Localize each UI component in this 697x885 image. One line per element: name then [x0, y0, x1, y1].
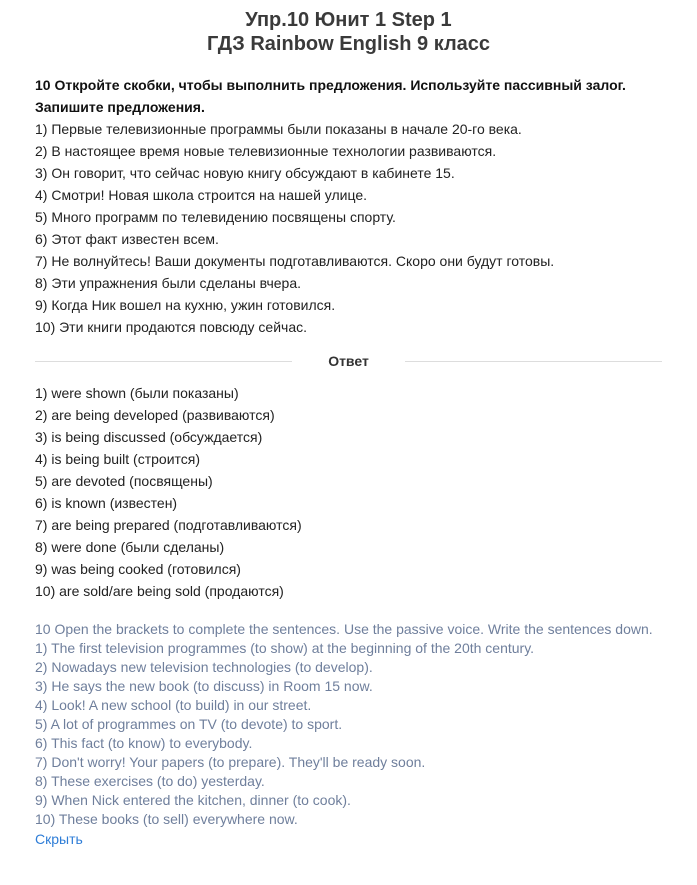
original-task-item: 8) These exercises (to do) yesterday.	[35, 773, 265, 789]
answer-item: 8) were done (были сделаны)	[35, 539, 225, 555]
task-item: 10) Эти книги продаются повсюду сейчас.	[35, 319, 307, 335]
answer-item: 7) are being prepared (подготавливаются)	[35, 517, 302, 533]
task-heading: 10 Откройте скобки, чтобы выполнить предложения. Используйте пассивный залог. Запишите предложения.	[35, 77, 626, 115]
answer-item: 10) are sold/are being sold (продаются)	[35, 583, 284, 599]
page-title	[35, 0, 662, 56]
task-item: 3) Он говорит, что сейчас новую книгу обсуждают в кабинете 15.	[35, 165, 455, 181]
answer-list	[35, 382, 662, 602]
task-item: 1) Первые телевизионные программы были показаны в начале 20-го века.	[35, 121, 522, 137]
original-task-heading: 10 Open the brackets to complete the sentences. Use the passive voice. Write the sentences down.	[35, 621, 653, 637]
task-item: 4) Смотри! Новая школа строится на нашей улице.	[35, 187, 368, 203]
task-item: 6) Этот факт известен всем.	[35, 231, 219, 247]
task-section	[35, 74, 662, 338]
original-task-item: 4) Look! A new school (to build) in our street.	[35, 697, 312, 713]
task-item: 5) Много программ по телевидению посвящены спорту.	[35, 209, 396, 225]
answer-item: 1) were shown (были показаны)	[35, 385, 239, 401]
task-item: 9) Когда Ник вошел на кухню, ужин готовился.	[35, 297, 336, 313]
hide-original-link[interactable]: Скрыть	[35, 831, 83, 847]
task-item: 8) Эти упражнения были сделаны вчера.	[35, 275, 302, 291]
task-item: 2) В настоящее время новые телевизионные технологии развиваются.	[35, 143, 497, 159]
answer-item: 3) is being discussed (обсуждается)	[35, 429, 263, 445]
original-task-item: 3) He says the new book (to discuss) in Room 15 now.	[35, 678, 373, 694]
task-list	[35, 118, 662, 338]
answer-item: 6) is known (известен)	[35, 495, 178, 511]
original-task-item: 7) Don't worry! Your papers (to prepare). They'll be ready soon.	[35, 754, 426, 770]
original-task-item: 9) When Nick entered the kitchen, dinner (to cook).	[35, 792, 351, 808]
original-task-item: 2) Nowadays new television technologies (to develop).	[35, 659, 373, 675]
answer-item: 2) are being developed (развиваются)	[35, 407, 275, 423]
divider-line-right	[405, 361, 662, 362]
original-task-list	[35, 639, 662, 829]
original-task-item: 1) The first television programmes (to show) at the beginning of the 20th century.	[35, 640, 535, 656]
answer-label: Ответ	[328, 353, 369, 369]
answer-item: 4) is being built (строится)	[35, 451, 201, 467]
original-task-item: 5) A lot of programmes on TV (to devote) to sport.	[35, 716, 343, 732]
page-title-line-1: Упр.10 Юнит 1 Step 1	[245, 9, 452, 31]
answer-item: 5) are devoted (посвящены)	[35, 473, 213, 489]
original-task-section	[35, 620, 662, 849]
page-title-line-2: ГДЗ Rainbow English 9 класс	[206, 33, 491, 55]
answer-divider	[35, 350, 662, 372]
task-item: 7) Не волнуйтесь! Ваши документы подготавливаются. Скоро они будут готовы.	[35, 253, 555, 269]
divider-line-left	[35, 361, 292, 362]
original-task-item: 6) This fact (to know) to everybody.	[35, 735, 253, 751]
answer-item: 9) was being cooked (готовился)	[35, 561, 241, 577]
original-task-item: 10) These books (to sell) everywhere now.	[35, 811, 298, 827]
